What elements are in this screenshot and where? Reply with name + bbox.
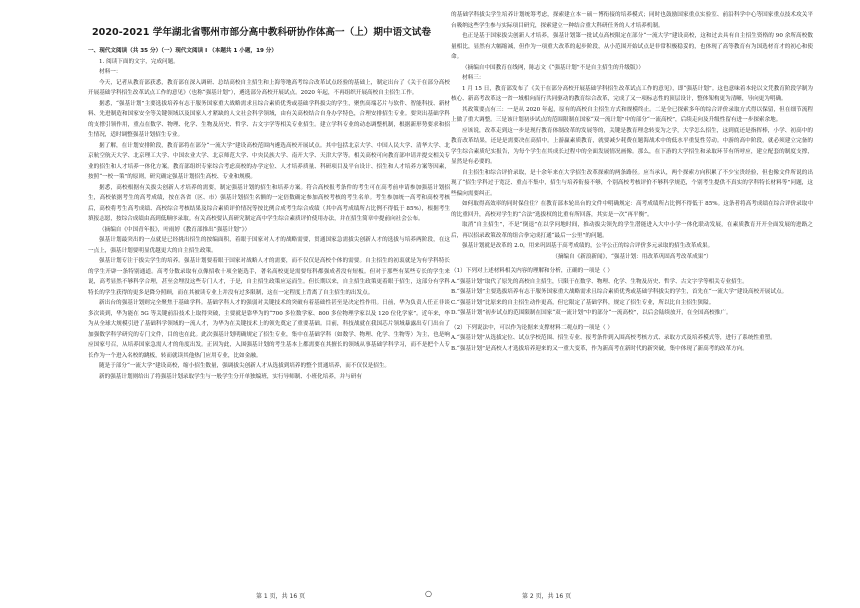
- right-column: [451, 10, 813, 354]
- question-2-option-b: B.“强基计划”是高校人才选拔培养迎来的又一重大变革，作为新高考在新时代的新突破，集中体现了新高考的改革方向。: [451, 345, 748, 352]
- question-1-option-d: D.“强基计划”初步试点的范围限制在国家“双一流计划”中的部分“一流高校”，以后会陆续放开，在全国高校推广。: [451, 310, 732, 316]
- page-number-left: 第 1 页，共 16 页: [256, 593, 306, 600]
- paragraph: 强基计划专注于拔尖学生的培养。强基计划要着眼于国家对战略人才的需要，而不仅仅是高校个体的需要。自主招生的初衷就是为有学科特长的学生开辟一条特别通道。高考分数录取有点像招收十项全能选手，著名高校更是需要每科都强成者没有短板。但对于那些有某些专长的学生来说，高考显然不够科学合理，甚至会埋没这些专门人才，于是，自主招生政策应运而生。但长期以来，自主招生政策更着眼于招生，这部分有学科特长的学生获得的更多是降分照顾，而在其被读专业上并没有过多限制，这在一定程度上背离了自主招生的出发点。: [88, 258, 450, 296]
- material-label: 材料一：: [99, 69, 122, 75]
- paragraph: 自主招生和综合评价录取，是十余年来在大学招生改革探索的两条路径。应当承认，两个探索方向积累了不少宝贵经验，但也像文件所说的出现了“招生学科过于宽泛、重点不集中，招生与培养衔接不够，个别高校考核评价不够科学规范，个别考生提供不真实的学科特长材料等”问题，这些偏向需要纠正。: [451, 169, 813, 197]
- paragraph: 新的强基计划则给出了将强基计划录取学生与一般学生分开单独编班，实行导师制、小班化培养，并与研有: [99, 373, 362, 380]
- paragraph: 其政策要点有三：一是从 2020 年起，原有的高校自主招生方式和规模终止。二是全已探索多年的综合评价录取方式得以保留，但在细节流程上做了重大调整。三是该计划初步试点的范围限制在国家“双一流计划”中的部分“一流高校”，后续走向及升级性留有进一步探索余地。: [451, 106, 813, 123]
- question-2-option-a: A.“强基计划”从选拔定位、试点学校范围、招生专业、报考条件到入围高校考核方式、录取方式及培养模式等，进行了系统性重塑。: [451, 335, 776, 341]
- question-1-option-b: B.“强基计划”主要选拔培养有志于服务国家重大战略需求且综合素质优秀或基础学科拔尖的学生，首先在“一流大学”建设高校开展试点。: [451, 289, 788, 295]
- paragraph: 强基计划就是改革的 2.0，用来巩固基于高考成绩的，公平公正的综合评价多元录取的招生改革成果。: [462, 243, 714, 249]
- question-2-stem: （2）下列说法中，可以作为论据来支撑材料二观点的一项是（ ）: [451, 324, 613, 331]
- page-number-right: 第 2 页，共 16 页: [522, 593, 572, 600]
- question-1-stem: （1）下列对上述材料相关内容的理解和分析，正确的一项是（ ）: [451, 268, 613, 274]
- paragraph: 强基计划最突出的一点就是已经挑出招生的按编面积，着眼于国家对人才的战略需要，贯通国家急需拔尖创新人才的选拔与培养两阶段，在这一点上，强基计划要明显优越更大的自主招生政策。: [88, 237, 450, 254]
- source-citation: （摘编自中国教育在线网，陈志文《“强基计划”不是自主招生的升级版》）: [462, 64, 644, 71]
- paragraph: 也正是基于国家拔尖创新人才培养，强基计划第一批试点高校限定在部分“一流大学”建设高校，这和过去具有自主招生资格的 90 余所高校数量相比，显然有大幅缩减，但作为一项重大改革的起步阶段，从小范围开始试点是非常积极稳妥的，也体现了高等教育有为国选材育才的初心和使命。: [451, 33, 813, 60]
- source-citation: （摘编自《新浪新闻》，“强基计划：用改革巩固高考改革成果”）: [552, 253, 712, 260]
- question-intro: 1. 阅读下面的文字，完成问题。: [99, 58, 179, 65]
- paragraph: 如何取得高效率的同时保住住？在教育部本轮出台的文件中明确规定：高考成绩所占比例不得低于 85%。这条者将高考成绩在综合评价录取中的比重回升，高校对学生的“合法”选拔权的比重有所回落，其实是一次“再平衡”。: [451, 201, 813, 218]
- paragraph: 今天，记者从教育部获悉，教育部在深入调研、总结高校自主招生和上海等地高考综合改革试点经验的基础上，制定出台了《关于在部分高校开展基础学科招生改革试点工作的意见》（也称“强基计划”），遴选部分高校开展试点。2020 年起，不再组织开展高校自主招生工作。: [88, 79, 450, 96]
- paragraph: 的基础学科拔尖学生培养计划统筹考虑，探索建立本－硕－博衔接的培养模式；同时也鼓励国家重点实验室、前沿科学中心等国家重点技术攻关平台吸纳这些学生参与实际项目研究，探索建立一种结合重大科研任务的人才培养机制。: [451, 12, 813, 29]
- paragraph: 随是于部分“一流大学”建设高校，缩小招生数量，强调拔尖创新人才从选拔到培养的整个贯通培养，而不仅仅是招生。: [99, 363, 391, 369]
- question-1-option-a: A.“强基计划”取代了原先的高校自主招生，只限于在数学、物理、化学、生物及历史、哲学、古文字学等相关专业招生。: [451, 278, 748, 285]
- question-1-option-c: C.“强基计划”比原来的自主招生动作更高，但它限定了基础学科，规定了招生专业，所以比自主招生狭隘。: [451, 299, 715, 306]
- paragraph: 据了解，在计划安排阶段，教育部将在部分“一流大学”建设高校范围内遴选高校开展试点。其中包括北京大学、中国人民大学、清华大学、北京航空航天大学、北京理工大学、中国农业大学、北京师范大学、中央民族大学、南开大学、天津大学等。相关高校可向教育部申请并提交相关专业的招生和人才培养一体化方案。教育部组织专家综合考虑高校的办学定位、人才培养质量、科研项目及平台设计、招生和人才培养方案等因素，按照“一校一策”的原则，研究确定强基计划招生高校、专业和规模。: [88, 142, 450, 180]
- section-heading: 一、现代文阅读（共 35 分）（一）现代文阅读 I （本题共 1 小题，19 分）: [88, 48, 277, 54]
- page-divider-mark: ○: [425, 589, 432, 598]
- exam-title: 2020-2021 学年湖北省鄂州市部分高中教科研协作体高一（上）期中语文试卷: [92, 27, 431, 38]
- material-label: 材料三：: [462, 75, 485, 81]
- paragraph: 据悉，高校根据有关拔尖创新人才培养的需要，制定强基计划的招生和培养方案。符合高校报考条件的考生可在高考前申请参加强基计划招生，高校依据考生的高考成绩，按在各省（区、市）强基计划招生名额的一定倍数确定参加高校考核的考生名单。考生参加统一高考和高校考核后，高校将考生高考成绩、高校综合考核结果及综合素质评价情况等按比例合成考生综合成绩（其中高考成绩所占比例不得低于 85%），根据考生填报志愿，按综合成绩由高到低顺序录取。有关高校要认真研究制定高中学生综合素质评价使用办法，并在招生简章中提前向社会公布。: [88, 184, 450, 222]
- paragraph: 据悉，“强基计划”主要选拔培养有志于服务国家重大战略需求且综合素质优秀或基础学科拔尖的学生，聚焦高端芯片与软件、智能科技、新材料、先进制造和国家安全等关键领域以及国家人才紧缺的人文社会科学领域，由有关高校结合自身办学特色，合理安排招生专业。要突出基础学科的支撑引领作用，重点在数学、物理、化学、生物及历史、哲学、古文字学等相关专业招生。建立学科专业的动态调整机制，根据新形势要求和招生情况，适时调整强基计划招生专业。: [88, 100, 450, 138]
- left-column: [88, 46, 450, 382]
- paragraph: 取消“自主招生”，不是“倒退”在以学问地时间，推动拔尖领先的学生潜能进入大中小学一体化联动发展，在素质教育开开全面发展的进路之后，再以招录政策改革的组合拳完成打通“最后一公里”的问题。: [451, 222, 813, 239]
- paragraph: 新出台的强基计划则完全聚焦于基础学科。基础学科人才的强弱对关键技术的突破有着基础性甚至是决定性作用。日前，华为负责人任正非谈多次谈到，华为能在 5G 等关键前沿技术上取得突破，主要就是靠华为的“700 多位数学家、800 多位物理学家以及 120 位化学家”。近年来，华为从全球大规模引进了基础科学领域的一流人才，为华为在关键技术上的领先奠定了重要基础。目前，科技战就在我国芯片领域暴露出专门出台了加强数学科学研究的专门文件，目的也在此。此次强基计划明确规定了招生专业，集中在基础学科（如数学、物理、化学、生物等）为主，也是响应国家号召，从培养国家急需人才的角度出发。正因为此，入围强基计划的考生基本上都需要在其擅长的领域从事基础学科学习，而不是把个人专长作为一个进入名校的跳板，转而就读其他热门应用专业，比如金融。: [88, 300, 450, 359]
- paragraph: 应该说，改革走到这一步是现行教育体制改革的发展等的，关键是教育理念转变为之学，大学怎么招生，这到底还是指挥棒，小学、初高中的教育改革结果，还是是需要决在高招中。上游赢素质教育，就要减少耗费在题海战术中的低水平重复性劳动。中游的高中阶段，就必须建立完备的学生综合素质纪实报告，为每个学生在其成长过程中的全面发展情况画像。那么，在下游的大学招生和录取环节有所呼应，建立配套的制度支撑，显然是有必要的。: [451, 127, 813, 165]
- source-citation: （摘编自《中国青年报》，叶雨婷《教育部推出“强基计划”》）: [99, 226, 251, 233]
- paragraph: 1 月 15 日，教育部发布了《关于在部分高校开展基础学科招生改革试点工作的意见》，即“强基计划”。这也意味着本轮以文凭教育阶段学制为核心、新高考改革这一省一域相向而行共同驱动的教育综合改革，完成了又一项标志性的顶层设计，整体架构更为清晰，导向更为明确。: [451, 85, 813, 102]
